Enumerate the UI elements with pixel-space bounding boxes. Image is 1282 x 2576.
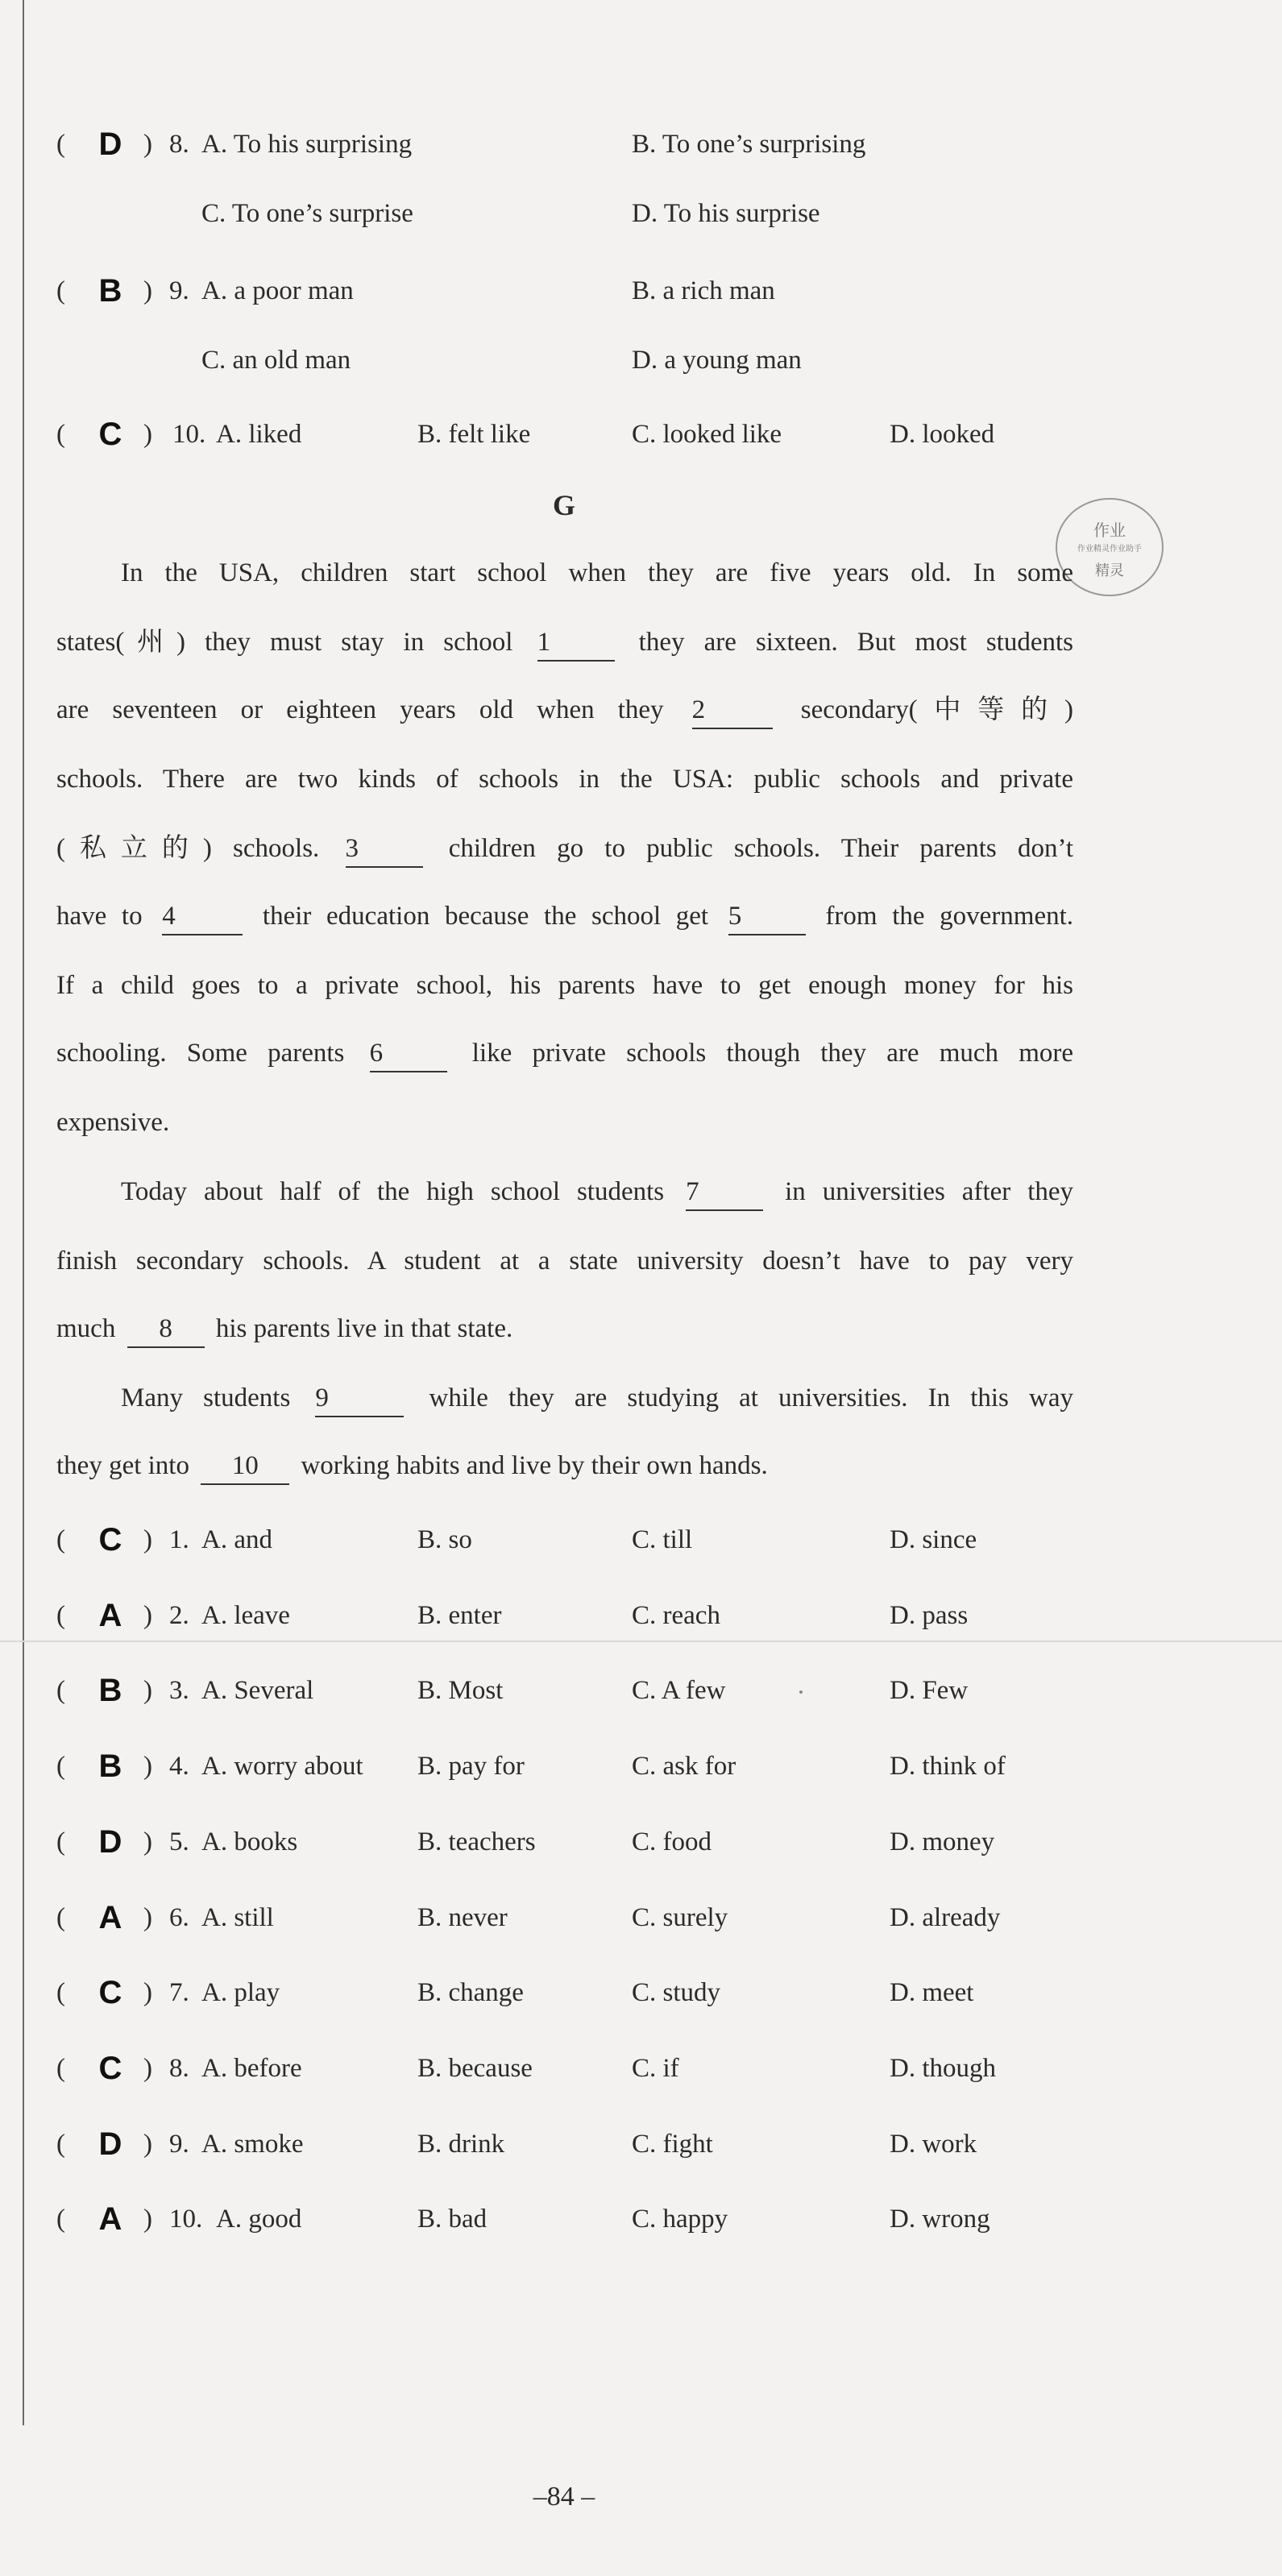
paren-close: ) [143, 1525, 152, 1554]
passage-line [121, 1164, 1073, 1220]
option-c: C. ask for [632, 1752, 736, 1781]
option-c: C. reach [632, 1601, 720, 1630]
passage-text: Many students [121, 1383, 291, 1412]
option-c: C. food [632, 1827, 712, 1856]
passage-text: children go to public schools. Their parents don’t [448, 834, 1074, 863]
option-d: D. think of [890, 1752, 1006, 1781]
passage-text: from the government. [825, 902, 1074, 931]
passage-text: his parents live in that state. [215, 1314, 513, 1343]
paren-close: ) [143, 1601, 152, 1630]
option-a: A. still [201, 1903, 274, 1932]
passage-line [56, 614, 1073, 670]
question-number: 7. [169, 1978, 189, 2007]
option-d: D. a young man [632, 346, 802, 375]
passage-text: (私立的) schools. [56, 834, 320, 863]
option-a: A. worry about [201, 1752, 363, 1781]
passage-line [121, 1370, 1073, 1426]
answer: C [98, 2051, 122, 2086]
option-d: D. Few [890, 1676, 969, 1705]
passage-line [56, 820, 1073, 877]
passage-line: expensive. [56, 1108, 170, 1137]
option-b: B. change [417, 1978, 524, 2007]
prev-question-8 [0, 116, 1282, 172]
option-d: D. wrong [890, 2205, 990, 2234]
stamp-text: 作业 [1093, 521, 1126, 540]
option-d: D. though [890, 2054, 996, 2083]
option-c: C. study [632, 1978, 721, 2007]
option-b: B. so [417, 1525, 472, 1554]
prev-question-8-cont [0, 185, 1282, 242]
option-b: B. never [417, 1903, 508, 1932]
option-b: B. teachers [417, 1827, 536, 1856]
passage-line: finish secondary schools. A student at a state university doesn’t have to pay very [56, 1247, 1073, 1276]
option-a: A. good [216, 2205, 302, 2234]
paren-open: ( [56, 2054, 65, 2083]
prev-question-9 [0, 263, 1282, 319]
question-row [0, 2040, 1282, 2097]
option-a: A. leave [201, 1601, 290, 1630]
blank-7: 7 [686, 1174, 763, 1211]
question-number: 1. [169, 1525, 189, 1554]
answer: D [98, 1824, 122, 1860]
option-c: C. To one’s surprise [201, 199, 413, 228]
passage-text: working habits and live by their own hands. [301, 1451, 768, 1480]
passage-line [56, 888, 1073, 944]
question-number: 5. [169, 1827, 189, 1856]
passage-line [56, 1437, 1073, 1494]
option-a: A. To his surprising [201, 130, 413, 159]
option-c: C. looked like [632, 420, 782, 449]
option-c: C. happy [632, 2205, 728, 2234]
option-c: C. surely [632, 1903, 728, 1932]
blank-3: 3 [346, 831, 423, 868]
stamp-text: 精灵 [1095, 562, 1124, 579]
passage-text: much [56, 1314, 116, 1343]
paren-open: ( [56, 1752, 65, 1781]
blank-1: 1 [537, 624, 615, 662]
option-b: B. felt like [417, 420, 531, 449]
question-row [0, 2116, 1282, 2172]
passage-line: In the USA, children start school when they are five years old. In some [121, 558, 1073, 587]
passage-text: they get into [56, 1451, 189, 1480]
option-a: A. liked [216, 420, 302, 449]
option-a: A. before [201, 2054, 302, 2083]
paren-close: ) [143, 420, 152, 449]
question-number: 8. [169, 130, 189, 159]
prev-question-9-cont [0, 332, 1282, 388]
option-a: A. and [201, 1525, 272, 1554]
option-b: B. To one’s surprising [632, 130, 866, 159]
paren-close: ) [143, 1903, 152, 1932]
option-c: C. fight [632, 2130, 713, 2159]
question-number: 10. [169, 2205, 203, 2234]
passage-text: are seventeen or eighteen years old when they [56, 695, 664, 724]
paren-open: ( [56, 2130, 65, 2159]
question-number: 4. [169, 1752, 189, 1781]
stamp-text: 作业精灵作业助手 [1077, 545, 1142, 554]
option-b: B. bad [417, 2205, 487, 2234]
option-d: D. already [890, 1903, 1001, 1932]
answer: D [98, 2126, 122, 2162]
blank-9: 9 [315, 1380, 404, 1417]
option-a: A. Several [201, 1676, 314, 1705]
passage-text: schooling. Some parents [56, 1039, 345, 1068]
answer: A [98, 1900, 122, 1935]
passage-text: they are sixteen. But most students [638, 628, 1074, 657]
option-d: D. work [890, 2130, 977, 2159]
paren-open: ( [56, 420, 65, 449]
option-a: A. a poor man [201, 276, 354, 305]
question-number: 6. [169, 1903, 189, 1932]
question-row [0, 2191, 1282, 2247]
option-b: B. drink [417, 2130, 505, 2159]
option-b: B. pay for [417, 1752, 525, 1781]
paren-close: ) [143, 2054, 152, 2083]
option-b: B. a rich man [632, 276, 775, 305]
question-row [0, 1662, 1282, 1719]
blank-10: 10 [201, 1448, 289, 1485]
blank-6: 6 [370, 1035, 447, 1072]
option-d: D. meet [890, 1978, 974, 2007]
question-row [0, 1964, 1282, 2021]
option-a: A. books [201, 1827, 298, 1856]
passage-line: schools. There are two kinds of schools in the USA: public schools and private [56, 765, 1073, 794]
question-row [0, 1512, 1282, 1568]
question-number: 9. [169, 2130, 189, 2159]
paren-open: ( [56, 1903, 65, 1932]
option-d: D. looked [890, 420, 995, 449]
answer: B [98, 273, 122, 309]
option-b: B. enter [417, 1601, 502, 1630]
answer: D [98, 127, 122, 162]
option-b: B. because [417, 2054, 533, 2083]
paren-close: ) [143, 1676, 152, 1705]
question-number: 8. [169, 2054, 189, 2083]
paren-open: ( [56, 1978, 65, 2007]
passage-text: have to [56, 902, 143, 931]
passage-line [56, 1025, 1073, 1081]
paren-open: ( [56, 130, 65, 159]
prev-question-10 [0, 406, 1282, 463]
answer: C [98, 1975, 122, 2010]
blank-8: 8 [127, 1311, 205, 1348]
question-number: 9. [169, 276, 189, 305]
option-a: A. play [201, 1978, 280, 2007]
passage-line: If a child goes to a private school, his parents have to get enough money for his [56, 971, 1073, 1000]
question-number: 2. [169, 1601, 189, 1630]
blank-2: 2 [692, 692, 773, 729]
paren-close: ) [143, 1752, 152, 1781]
paren-open: ( [56, 1827, 65, 1856]
option-c: C. till [632, 1525, 693, 1554]
question-number: 10. [172, 420, 206, 449]
option-c: C. an old man [201, 346, 351, 375]
blank-4: 4 [162, 898, 243, 935]
question-row [0, 1889, 1282, 1946]
page-number: –84 – [533, 2482, 595, 2512]
answer: C [98, 417, 122, 452]
passage-text: while they are studying at universities. In this way [429, 1383, 1073, 1412]
paren-open: ( [56, 1525, 65, 1554]
paren-close: ) [143, 130, 152, 159]
question-row [0, 1587, 1282, 1644]
option-b: B. Most [417, 1676, 504, 1705]
option-a: A. smoke [201, 2130, 304, 2159]
paren-close: ) [143, 2205, 152, 2234]
paren-open: ( [56, 1601, 65, 1630]
answer: A [98, 1598, 122, 1633]
option-c: C. A few [632, 1676, 726, 1705]
passage-line [56, 1300, 1073, 1357]
answer: C [98, 1522, 122, 1558]
paren-close: ) [143, 2130, 152, 2159]
paren-open: ( [56, 2205, 65, 2234]
passage-text: Today about half of the high school students [121, 1177, 665, 1206]
question-number: 3. [169, 1676, 189, 1705]
option-d: D. pass [890, 1601, 969, 1630]
paren-open: ( [56, 276, 65, 305]
section-title: G [552, 489, 575, 521]
answer: A [98, 2201, 122, 2237]
paren-close: ) [143, 1827, 152, 1856]
paren-close: ) [143, 1978, 152, 2007]
passage-text: like private schools though they are much more [471, 1039, 1074, 1068]
answer: B [98, 1748, 122, 1784]
blank-5: 5 [728, 898, 806, 935]
paren-close: ) [143, 276, 152, 305]
option-d: D. since [890, 1525, 977, 1554]
question-row [0, 1738, 1282, 1794]
paren-open: ( [56, 1676, 65, 1705]
passage-text: secondary(中等的) [800, 695, 1074, 724]
passage-text: their education because the school get [262, 902, 709, 931]
passage-line [56, 682, 1073, 738]
question-row [0, 1814, 1282, 1870]
passage-text: in universities after they [785, 1177, 1074, 1206]
option-d: D. To his surprise [632, 199, 820, 228]
passage-text: states(州) they must stay in school [56, 628, 513, 657]
option-d: D. money [890, 1827, 995, 1856]
answer: B [98, 1673, 122, 1708]
option-c: C. if [632, 2054, 679, 2083]
